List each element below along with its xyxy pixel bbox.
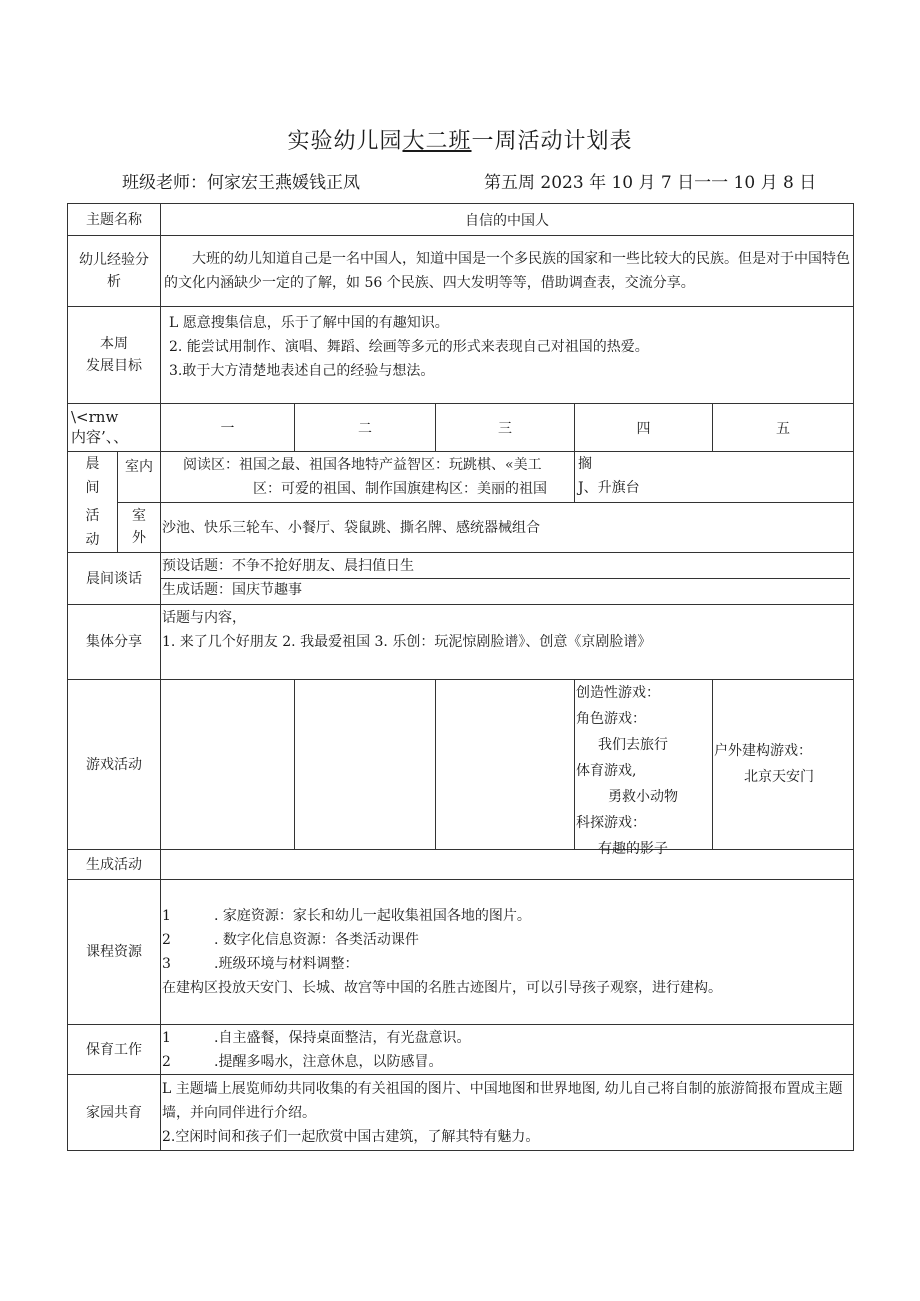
day-thu: 四 — [575, 404, 713, 452]
title-prefix: 实验幼儿园 — [287, 129, 403, 154]
row-share — [68, 605, 854, 680]
row-days — [68, 404, 854, 452]
curriculum-content — [161, 880, 854, 1025]
row-morning-indoor — [68, 452, 854, 503]
goal-item: 3.敢于大方清楚地表述自己的经验与想法。 — [169, 363, 435, 379]
goals-label: 本周 发展目标 — [68, 307, 161, 404]
experience-text: 大班的幼儿知道自己是一名中国人，知道中国是一个多民族的国家和一些比较大的民族。但是对于中国特色的文化内涵缺少一定的了解，如 56 个民族、四大发明等等，借助调查表，交流分享。 — [161, 236, 854, 307]
talk-topics: 预设话题：不争不抢好朋友、晨扫值日生 生成话题：国庆节趣事 — [161, 553, 854, 605]
games-fri: 户外建构游戏： 北京天安门 — [713, 680, 854, 850]
row-home — [68, 1075, 854, 1151]
title-suffix: 一周活动计划表 — [471, 129, 633, 154]
row-talk — [68, 553, 854, 605]
day-tue: 二 — [295, 404, 436, 452]
goal-item: L 愿意搜集信息，乐于了解中国的有趣知识。 — [169, 315, 449, 331]
indoor-areas-continued: 搁 J、升旗台 — [575, 452, 854, 503]
days-corner-label: \<rnw 内容’、、 — [68, 404, 161, 452]
talk-label: 晨间谈话 — [68, 553, 161, 605]
row-generated — [68, 850, 854, 880]
day-wed: 三 — [436, 404, 575, 452]
outdoor-activities: 沙池、快乐三轮车、小餐厅、袋鼠跳、撕名牌、感统器械组合 — [161, 502, 854, 553]
curriculum-extra: 在建构区投放天安门、长城、故宫等中国的名胜古迹图片，可以引导孩子观察，进行建构。 — [162, 980, 722, 996]
care-content — [161, 1025, 854, 1075]
row-games — [68, 680, 854, 850]
weekly-plan-table — [67, 203, 854, 1151]
row-care — [68, 1025, 854, 1075]
games-tue — [295, 680, 436, 850]
morning-activity-label: 晨 间 活 动 — [68, 452, 118, 553]
experience-label: 幼儿经验分 析 — [68, 236, 161, 307]
page-title — [0, 124, 920, 155]
row-experience — [68, 236, 854, 307]
curriculum-label: 课程资源 — [68, 880, 161, 1025]
home-label: 家园共育 — [68, 1075, 161, 1151]
row-curriculum — [68, 880, 854, 1025]
day-fri: 五 — [713, 404, 854, 452]
day-mon: 一 — [161, 404, 295, 452]
games-label: 游戏活动 — [68, 680, 161, 850]
indoor-areas: 阅读区：祖国之最、祖国各地特产益智区：玩跳棋、«美工 区：可爱的祖国、制作国旗建构区：美丽的祖国 — [161, 452, 575, 503]
class-teachers: 班级老师：何家宏王燕媛钱正凤 — [122, 173, 360, 193]
share-content: 话题与内容， 1. 来了几个好朋友 2. 我最爱祖国 3. 乐创：玩泥惊剧脸谱》、创意《京剧脸谱》 — [161, 605, 854, 680]
share-label: 集体分享 — [68, 605, 161, 680]
care-label: 保育工作 — [68, 1025, 161, 1075]
generated-label: 生成活动 — [68, 850, 161, 880]
curriculum-item: 2 . 数字化信息资源：各类活动课件 — [162, 932, 419, 948]
curriculum-item: 3 .班级环境与材料调整： — [162, 956, 359, 972]
indoor-label: 室内 — [118, 452, 161, 503]
week-range: 第五周 2023 年 10 月 7 日一一 10 月 8 日 — [484, 173, 817, 193]
goal-item: 2. 能尝试用制作、演唱、舞蹈、绘画等多元的形式来表现自己对祖国的热爱。 — [169, 339, 649, 355]
home-content: L 主题墙上展览师幼共同收集的有关祖国的图片、中国地图和世界地图, 幼儿自己将自制的旅游简报布置成主题墙，并向同伴进行介绍。 2.空闲时间和孩子们一起欣赏中国古建筑，了解其特有魅力。 — [161, 1075, 854, 1151]
games-thu: 创造性游戏： 角色游戏： 我们去旅行 体育游戏, 勇救小动物 科探游戏： 有趣的影子 — [575, 680, 713, 850]
generated-content — [161, 850, 854, 880]
care-item: 2 .提醒多喝水，注意休息，以防感冒。 — [162, 1053, 443, 1070]
curriculum-item: 1 . 家庭资源：家长和幼儿一起收集祖国各地的图片。 — [162, 908, 531, 924]
row-theme — [68, 204, 854, 236]
care-item: 1 .自主盛餐，保持桌面整洁，有光盘意识。 — [162, 1029, 471, 1046]
title-class: 大二班 — [402, 129, 472, 154]
outdoor-label: 室 外 — [118, 502, 161, 553]
theme-value: 自信的中国人 — [161, 204, 854, 236]
row-morning-outdoor — [68, 502, 854, 553]
row-goals — [68, 307, 854, 404]
theme-label: 主题名称 — [68, 204, 161, 236]
goals-list — [161, 307, 854, 404]
games-mon — [161, 680, 295, 850]
games-wed — [436, 680, 575, 850]
